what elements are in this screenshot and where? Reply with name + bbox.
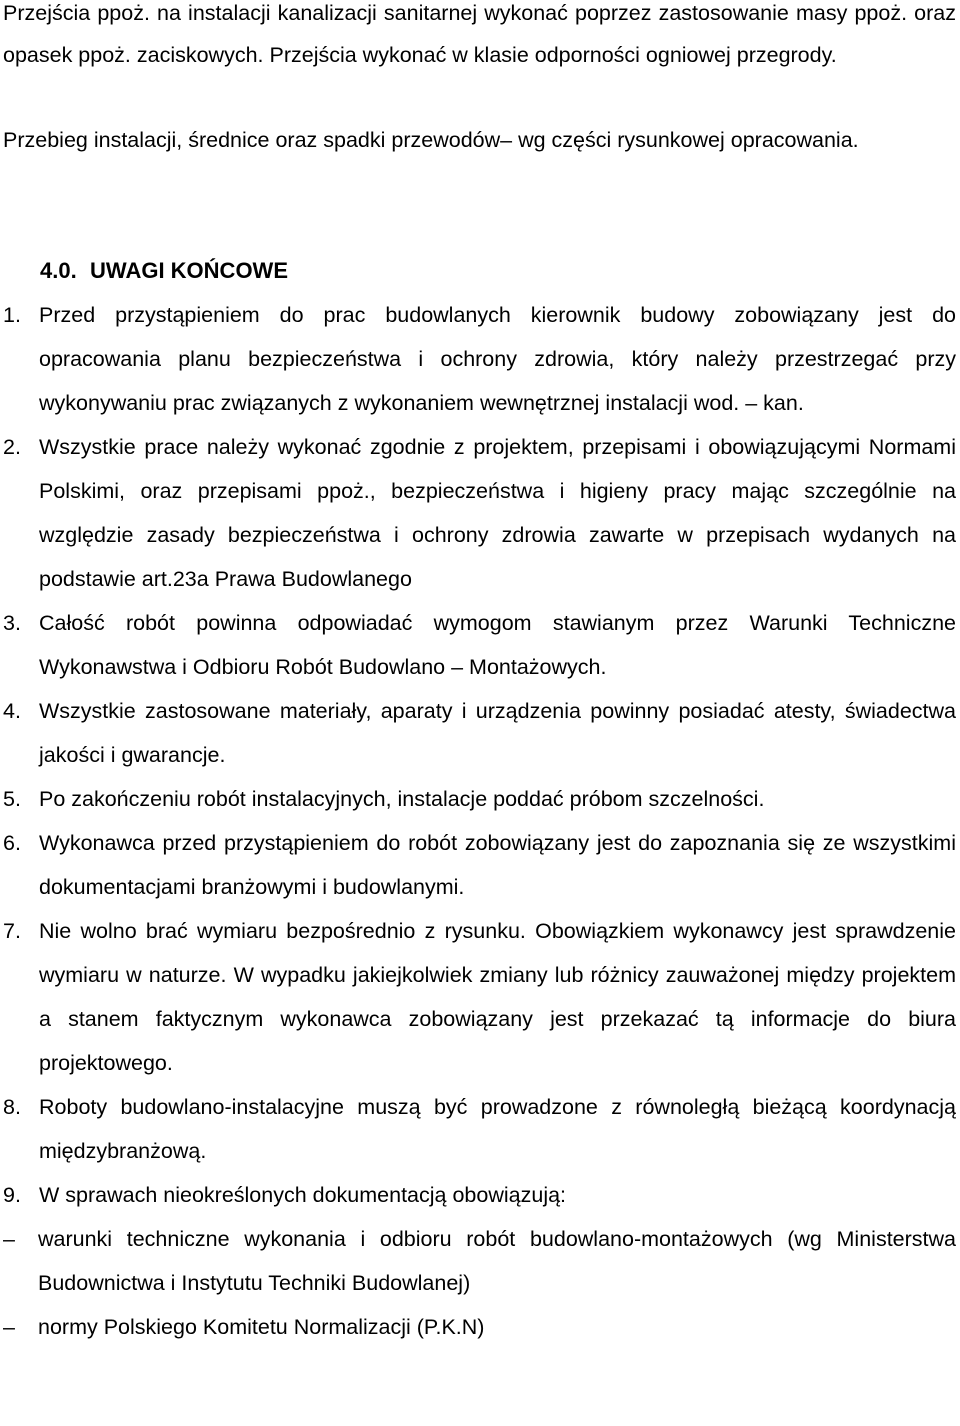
- list-item-number: 8.: [3, 1095, 21, 1119]
- sub-list-item-text: normy Polskiego Komitetu Normalizacji (P.K.N): [38, 1315, 485, 1339]
- regulations-sub-list: [0, 1217, 956, 1349]
- list-item-text: Wszystkie zastosowane materiały, aparaty i urządzenia powinny posiadać atesty, świadectwa jakości i gwarancje.: [39, 699, 956, 767]
- list-item-text: Po zakończeniu robót instalacyjnych, instalacje poddać próbom szczelności.: [39, 787, 765, 811]
- list-item-text: Przed przystąpieniem do prac budowlanych kierownik budowy zobowiązany jest do opracowania planu bezpieczeństwa i ochrony zdrowia, który należy przestrzegać przy wykonywaniu prac związanych z wykonaniem wewnętrznej instalacji wod. – kan.: [39, 303, 956, 415]
- list-item-number: 5.: [3, 787, 21, 811]
- remarks-list: [0, 293, 956, 1349]
- list-item-text: W sprawach nieokreślonych dokumentacją obowiązują:: [39, 1183, 567, 1207]
- list-item: [0, 601, 956, 689]
- list-item-number: 2.: [3, 435, 21, 459]
- list-item-number: 7.: [3, 919, 21, 943]
- intro-paragraph-2: [3, 119, 956, 163]
- list-item: [0, 1173, 956, 1349]
- list-item-number: 1.: [3, 303, 21, 327]
- list-item-number: 9.: [3, 1183, 21, 1207]
- section-title: UWAGI KOŃCOWE: [90, 258, 288, 283]
- intro-paragraph-1: [3, 0, 956, 76]
- list-item-number: 6.: [3, 831, 21, 855]
- list-item: [0, 425, 956, 601]
- list-item: [0, 689, 956, 777]
- sub-list-item: [0, 1305, 956, 1349]
- dash-bullet: –: [3, 1227, 15, 1251]
- list-item: [0, 1085, 956, 1173]
- sub-list-item-text: warunki techniczne wykonania i odbioru robót budowlano-montażowych (wg Ministerstwa Budownictwa i Instytutu Techniki Budowlanej): [38, 1227, 956, 1295]
- list-item-number: 4.: [3, 699, 21, 723]
- intro-text-2: Przebieg instalacji, średnice oraz spadki przewodów– wg części rysunkowej opracowania.: [3, 128, 859, 152]
- list-item-text: Wszystkie prace należy wykonać zgodnie z projektem, przepisami i obowiązującymi Normami Polskimi, oraz przepisami ppoż., bezpieczeństwa i higieny pracy mając szczególnie na względzie zasady bezpieczeństwa i ochrony zdrowia zawarte w przepisach wydanych na podstawie art.23a Prawa Budowlanego: [39, 435, 956, 591]
- section-number: 4.0.: [40, 258, 77, 283]
- section-heading: [40, 249, 288, 293]
- list-item: [0, 293, 956, 425]
- list-item-text: Nie wolno brać wymiaru bezpośrednio z rysunku. Obowiązkiem wykonawcy jest sprawdzenie wymiaru w naturze. W wypadku jakiejkolwiek zmiany lub różnicy zauważonej między projektem a stanem faktycznym wykonawca zobowiązany jest przekazać tą informacje do biura projektowego.: [39, 919, 956, 1075]
- list-item-text: Wykonawca przed przystąpieniem do robót zobowiązany jest do zapoznania się ze wszystkimi dokumentacjami branżowymi i budowlanymi.: [39, 831, 956, 899]
- list-item: [0, 909, 956, 1085]
- list-item: [0, 777, 956, 821]
- list-item-text: Całość robót powinna odpowiadać wymogom stawianym przez Warunki Techniczne Wykonawstwa i Odbioru Robót Budowlano – Montażowych.: [39, 611, 956, 679]
- list-item-number: 3.: [3, 611, 21, 635]
- sub-list-item: [0, 1217, 956, 1305]
- intro-text-1: Przejścia ppoż. na instalacji kanalizacji sanitarnej wykonać poprzez zastosowanie masy ppoż. oraz opasek ppoż. zaciskowych. Przejścia wykonać w klasie odporności ogniowej przegrody.: [3, 1, 956, 67]
- list-item: [0, 821, 956, 909]
- list-item-text: Roboty budowlano-instalacyjne muszą być prowadzone z równoległą bieżącą koordynacją międzybranżową.: [39, 1095, 956, 1163]
- sub-list-container: [0, 1217, 956, 1349]
- dash-bullet: –: [3, 1315, 15, 1339]
